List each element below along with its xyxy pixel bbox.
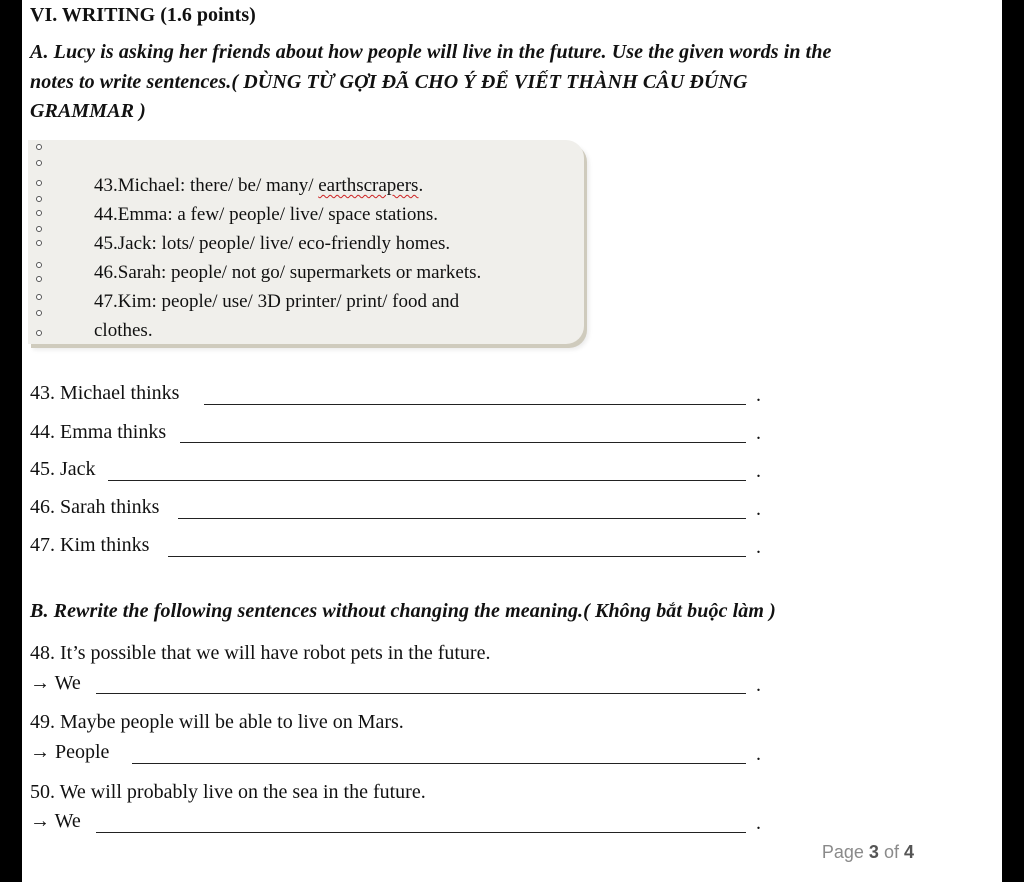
note-43-prefix: 43.Michael: there/ be/ many/ bbox=[94, 175, 319, 196]
answer-43-label: 43. Michael thinks bbox=[30, 382, 180, 404]
part-b-instruction: B. Rewrite the following sentences without changing the meaning.( Không bắt buộc làm ) bbox=[30, 600, 776, 622]
answer-45-end: . bbox=[756, 460, 761, 482]
answer-44-label: 44. Emma thinks bbox=[30, 421, 167, 443]
part-a-instruction-line1: A. Lucy is asking her friends about how people will live in the future. Use the given words in the bbox=[30, 41, 832, 63]
spiral-ring-icon bbox=[36, 262, 42, 268]
part-a-instruction-line2: notes to write sentences.( DÙNG TỪ GỢI ĐÃ CHO Ý ĐỂ VIẾT THÀNH CÂU ĐÚNG bbox=[30, 71, 748, 93]
note-43-highlight: earthscrapers bbox=[318, 175, 419, 196]
sentence-48: 48. It’s possible that we will have robot pets in the future. bbox=[30, 642, 491, 664]
spiral-ring-icon bbox=[36, 160, 42, 166]
spiral-ring-icon bbox=[36, 144, 42, 150]
document-page bbox=[22, 0, 1002, 882]
page-current: 3 bbox=[868, 842, 879, 862]
spiral-ring-icon bbox=[36, 310, 42, 316]
answer-44-blank[interactable] bbox=[180, 442, 746, 443]
answer-44-end: . bbox=[756, 422, 761, 444]
rewrite-49-start: → People bbox=[30, 741, 110, 763]
rewrite-48-start: → We bbox=[30, 672, 81, 694]
note-43-suffix: . bbox=[418, 175, 424, 196]
answer-45-blank[interactable] bbox=[108, 480, 746, 481]
answer-47-blank[interactable] bbox=[168, 556, 746, 557]
rewrite-50-end: . bbox=[756, 812, 761, 834]
note-43 bbox=[94, 175, 423, 197]
spiral-ring-icon bbox=[36, 180, 42, 186]
rewrite-50-start: → We bbox=[30, 810, 81, 832]
note-47: 47.Kim: people/ use/ 3D printer/ print/ food and bbox=[94, 291, 460, 312]
answer-47-end: . bbox=[756, 536, 761, 558]
answer-46-label: 46. Sarah thinks bbox=[30, 496, 160, 518]
answer-46-end: . bbox=[756, 498, 761, 520]
part-a-instruction-line3: GRAMMAR ) bbox=[30, 100, 146, 122]
notes-box bbox=[28, 140, 584, 344]
rewrite-48-blank[interactable] bbox=[96, 693, 746, 694]
page-word: Page bbox=[821, 842, 864, 862]
rewrite-48-end: . bbox=[756, 674, 761, 696]
spiral-ring-icon bbox=[36, 240, 42, 246]
rewrite-49-blank[interactable] bbox=[132, 763, 746, 764]
answer-43-end: . bbox=[756, 384, 761, 406]
note-45: 45.Jack: lots/ people/ live/ eco-friendly homes. bbox=[94, 233, 451, 254]
answer-43-blank[interactable] bbox=[204, 404, 746, 405]
spiral-ring-icon bbox=[36, 330, 42, 336]
note-47-continued: clothes. bbox=[94, 320, 153, 341]
answer-47-label: 47. Kim thinks bbox=[30, 534, 150, 556]
note-46: 46.Sarah: people/ not go/ supermarkets or markets. bbox=[94, 262, 482, 283]
page-total: 4 bbox=[903, 842, 914, 862]
sentence-49: 49. Maybe people will be able to live on Mars. bbox=[30, 711, 404, 733]
spiral-ring-icon bbox=[36, 294, 42, 300]
sentence-50: 50. We will probably live on the sea in the future. bbox=[30, 781, 426, 803]
note-44: 44.Emma: a few/ people/ live/ space stations. bbox=[94, 204, 439, 225]
page-number bbox=[822, 842, 914, 863]
answer-46-blank[interactable] bbox=[178, 518, 746, 519]
spiral-ring-icon bbox=[36, 210, 42, 216]
spiral-ring-icon bbox=[36, 196, 42, 202]
answer-45-label: 45. Jack bbox=[30, 458, 96, 480]
rewrite-49-end: . bbox=[756, 743, 761, 765]
rewrite-50-blank[interactable] bbox=[96, 832, 746, 833]
spiral-ring-icon bbox=[36, 226, 42, 232]
section-title: VI. WRITING (1.6 points) bbox=[30, 4, 256, 26]
spiral-ring-icon bbox=[36, 276, 42, 282]
of-word: of bbox=[883, 842, 899, 862]
